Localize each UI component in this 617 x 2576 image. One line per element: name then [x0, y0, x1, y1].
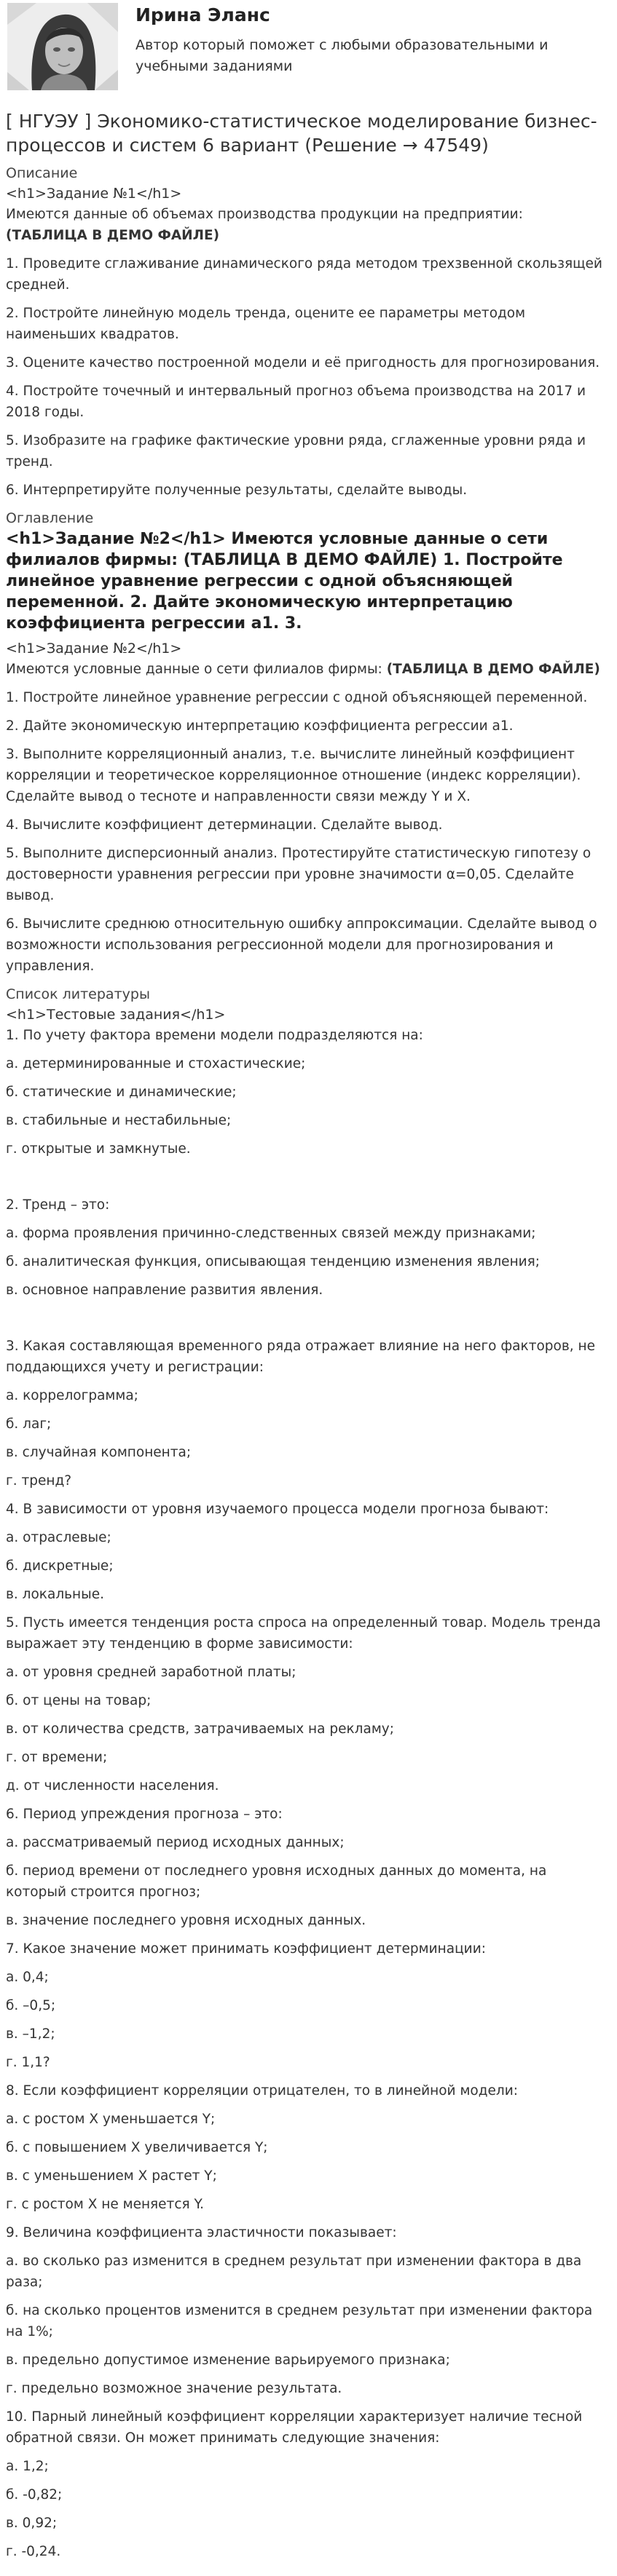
answer: а. рассматриваемый период исходных данных;	[6, 1835, 345, 1850]
task2-table-note: (ТАБЛИЦА В ДЕМО ФАЙЛЕ)	[386, 662, 600, 677]
author-description: Автор который поможет с любыми образовательными и учебными заданиями	[135, 37, 549, 74]
tests-heading: <h1>Тестовые задания</h1>	[6, 1007, 226, 1023]
author-header	[0, 0, 617, 95]
question: 5. Пусть имеется тенденция роста спроса на определенный товар. Модель тренда выражает эту тенденцию в форме зависимости:	[6, 1615, 601, 1652]
question: 1. По учету фактора времени модели подразделяются на:	[6, 1028, 423, 1043]
task2-heading: <h1>Задание №2</h1>	[6, 641, 182, 657]
answer: в. локальные.	[6, 1587, 105, 1602]
answer: б. с повышением X увеличивается Y;	[6, 2140, 268, 2155]
answer: в. стабильные и нестабильные;	[6, 1113, 232, 1128]
task2-intro: Имеются условные данные о сети филиалов фирмы: (ТАБЛИЦА В ДЕМО ФАЙЛЕ)	[6, 662, 600, 677]
answer: в. –1,2;	[6, 2026, 55, 2042]
toc-text: <h1>Задание №2</h1> Имеются условные данные о сети филиалов фирмы: (ТАБЛИЦА В ДЕМО ФАЙЛЕ) 1. Постройте линейное уравнение регрессии с одной объясняющей переменной. 2. Дайте экономическую интерпретацию коэффициента регрессии a1. 3.	[6, 530, 563, 633]
answer: в. случайная компонента;	[6, 1445, 192, 1460]
answer: б. аналитическая функция, описывающая тенденцию изменения явления;	[6, 1254, 541, 1269]
question: 2. Тренд – это:	[6, 1197, 110, 1213]
question: 9. Величина коэффициента эластичности показывает:	[6, 2225, 397, 2240]
answer: б. статические и динамические;	[6, 1085, 237, 1100]
task2-item: 5. Выполните дисперсионный анализ. Протестируйте статистическую гипотезу о достоверности уравнения регрессии при уровне значимости α=0,05. Сделайте вывод.	[6, 846, 592, 903]
work-content	[6, 109, 610, 2569]
spacer	[6, 1308, 610, 1336]
answer: в. 0,92;	[6, 2516, 58, 2531]
spacer	[6, 1167, 610, 1194]
answer: в. основное направление развития явления.	[6, 1283, 323, 1298]
answer: а. 0,4;	[6, 1970, 49, 1985]
task2-item: 2. Дайте экономическую интерпретацию коэффициента регрессии a1.	[6, 718, 514, 734]
answer: г. с ростом X не меняется Y.	[6, 2197, 204, 2212]
answer: д. от численности населения.	[6, 1778, 219, 1794]
task1-item: 4. Постройте точечный и интервальный прогноз объема производства на 2017 и 2018 годы.	[6, 384, 586, 420]
answer: а. детерминированные и стохастические;	[6, 1056, 306, 1071]
answer: б. от цены на товар;	[6, 1693, 152, 1708]
question: 10. Парный линейный коэффициент корреляции характеризует наличие тесной обратной связи. Он может принимать следующие значения:	[6, 2409, 583, 2446]
work-title: [ НГУЭУ ] Экономико-статистическое моделирование бизнес-процессов и систем 6 вариант (Решение → 47549)	[6, 111, 597, 156]
task1-item: 5. Изобразите на графике фактические уровни ряда, сглаженные уровни ряда и тренд.	[6, 433, 586, 469]
answer: б. лаг;	[6, 1416, 52, 1432]
author-avatar[interactable]	[7, 3, 118, 90]
answer: в. значение последнего уровня исходных данных.	[6, 1913, 366, 1928]
task2-item: 3. Выполните корреляционный анализ, т.е. вычислите линейный коэффициент корреляции и теоретическое корреляционное отношение (индекс корреляции). Сделайте вывод о тесноте и направленности связи между Y и X.	[6, 747, 581, 804]
answer: б. на сколько процентов изменится в среднем результат при изменении фактора на 1%;	[6, 2303, 593, 2339]
literature-label: Список литературы	[6, 986, 150, 1002]
task2-item: 6. Вычислите среднюю относительную ошибку аппроксимации. Сделайте вывод о возможности использования регрессионной модели для прогнозирования и управления.	[6, 916, 597, 974]
answer: в. от количества средств, затрачиваемых на рекламу;	[6, 1721, 394, 1737]
task1-item: 2. Постройте линейную модель тренда, оцените ее параметры методом наименьших квадратов.	[6, 306, 526, 342]
answer: г. открытые и замкнутые.	[6, 1141, 191, 1157]
task1-heading: <h1>Задание №1</h1>	[6, 186, 182, 202]
task1-intro: Имеются данные об объемах производства продукции на предприятии: (ТАБЛИЦА В ДЕМО ФАЙЛЕ)	[6, 207, 523, 243]
answer: в. с уменьшением X растет Y;	[6, 2168, 217, 2184]
answer: а. с ростом X уменьшается Y;	[6, 2112, 216, 2127]
answer: г. тренд?	[6, 1473, 72, 1489]
task2-item: 4. Вычислите коэффициент детерминации. Сделайте вывод.	[6, 817, 443, 833]
task1-table-note: (ТАБЛИЦА В ДЕМО ФАЙЛЕ)	[6, 228, 220, 243]
question: 8. Если коэффициент корреляции отрицателен, то в линейной модели:	[6, 2083, 518, 2099]
answer: б. дискретные;	[6, 1558, 114, 1574]
task1-item: 1. Проведите сглаживание динамического ряда методом трехзвенной скользящей средней.	[6, 256, 602, 293]
answer: г. 1,1?	[6, 2055, 50, 2070]
task2-item: 1. Постройте линейное уравнение регрессии с одной объясняющей переменной.	[6, 690, 588, 705]
answer: г. -0,24.	[6, 2544, 61, 2559]
answer: а. во сколько раз изменится в среднем результат при изменении фактора в два раза;	[6, 2254, 582, 2290]
question: 4. В зависимости от уровня изучаемого процесса модели прогноза бывают:	[6, 1502, 549, 1517]
answer: в. предельно допустимое изменение варьируемого признака;	[6, 2353, 450, 2368]
task1-item: 6. Интерпретируйте полученные результаты, сделайте выводы.	[6, 483, 468, 498]
task1-item: 3. Оцените качество построенной модели и её пригодность для прогнозирования.	[6, 355, 600, 370]
answer: а. форма проявления причинно-следственных связей между признаками;	[6, 1226, 536, 1241]
avatar-photo-icon	[7, 3, 118, 90]
answer: а. от уровня средней заработной платы;	[6, 1665, 296, 1680]
answer: г. предельно возможное значение результата.	[6, 2381, 342, 2396]
description-label: Описание	[6, 165, 78, 181]
answer: а. коррелограмма;	[6, 1388, 138, 1403]
question: 6. Период упреждения прогноза – это:	[6, 1807, 283, 1822]
answer: а. 1,2;	[6, 2459, 49, 2474]
answer: а. отраслевые;	[6, 1530, 111, 1545]
answer: г. от времени;	[6, 1750, 108, 1765]
answer: б. -0,82;	[6, 2487, 63, 2502]
toc-label: Оглавление	[6, 510, 94, 526]
question: 7. Какое значение может принимать коэффициент детерминации:	[6, 1941, 486, 1957]
question: 3. Какая составляющая временного ряда отражает влияние на него факторов, не поддающихся учету и регистрации:	[6, 1339, 595, 1375]
answer: б. –0,5;	[6, 1998, 56, 2013]
author-name[interactable]: Ирина Эланс	[135, 4, 270, 25]
answer: б. период времени от последнего уровня исходных данных до момента, на который строится прогноз;	[6, 1863, 547, 1900]
